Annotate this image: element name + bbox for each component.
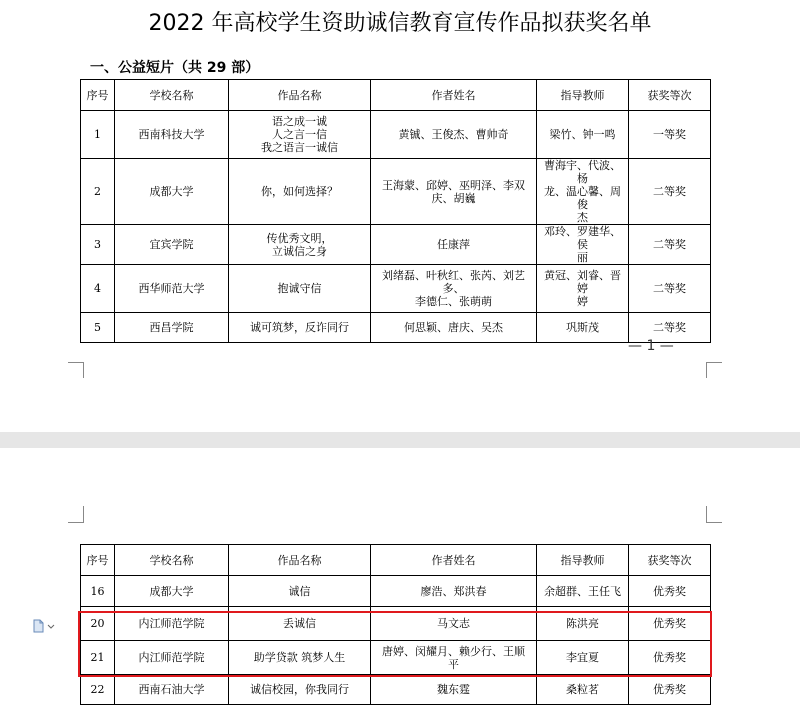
award-level: 一等奖 — [629, 111, 711, 159]
award-level: 优秀奖 — [629, 641, 711, 675]
school-name: 西南科技大学 — [115, 111, 229, 159]
advisor-names — [537, 111, 629, 159]
advisor-names — [537, 576, 629, 607]
author-names — [371, 159, 537, 225]
section-title: 一、公益短片（共 29 部） — [90, 60, 260, 76]
advisor-names — [537, 265, 629, 313]
author-names-line: 马文志 — [437, 617, 470, 630]
advisor-names-line: 杰 — [577, 211, 588, 224]
work-title-line: 诚信校园，你我同行 — [250, 683, 349, 696]
advisor-names — [537, 225, 629, 265]
crop-mark — [83, 506, 84, 522]
advisor-names-line: 余超群、王任飞 — [544, 584, 621, 598]
header-work: 作品名称 — [229, 80, 371, 111]
work-title-line: 诚可筑梦，反诈同行 — [250, 321, 349, 334]
author-names-line: 廖浩、郑洪春 — [420, 584, 487, 598]
work-title — [229, 111, 371, 159]
author-names — [371, 225, 537, 265]
table-row — [81, 576, 711, 607]
advisor-names-line: 龙、温心馨、周俊 — [544, 185, 621, 211]
advisor-names-line: 黄冠、刘睿、晋婷 — [544, 269, 621, 295]
header-work: 作品名称 — [229, 545, 371, 576]
crop-mark — [706, 362, 707, 378]
author-names — [371, 265, 537, 313]
author-names-line: 唐婷、闵耀月、赖少行、王顺 — [382, 644, 525, 658]
advisor-names-line: 李宜夏 — [566, 651, 599, 664]
author-names — [371, 313, 537, 343]
author-names-line: 魏东霆 — [437, 683, 470, 696]
advisor-names-line: 邓玲、罗建华、侯 — [544, 225, 621, 251]
work-title — [229, 159, 371, 225]
work-title-line: 我之语言一诚信 — [261, 141, 338, 154]
work-title — [229, 576, 371, 607]
author-names-line: 李德仁、张萌萌 — [415, 295, 492, 308]
school-name: 西昌学院 — [115, 313, 229, 343]
header-authors: 作者姓名 — [371, 545, 537, 576]
row-number: 1 — [81, 111, 115, 159]
award-level: 二等奖 — [629, 225, 711, 265]
work-title — [229, 313, 371, 343]
work-title-line: 语之成一诚 — [272, 115, 327, 128]
advisor-names-line: 桑粒茗 — [566, 683, 599, 696]
header-advisor: 指导教师 — [537, 545, 629, 576]
advisor-names — [537, 313, 629, 343]
awards-table-page-1 — [80, 79, 711, 343]
author-names — [371, 641, 537, 675]
award-level: 优秀奖 — [629, 576, 711, 607]
author-names-line: 多、 — [442, 282, 465, 295]
header-award: 获奖等次 — [629, 545, 711, 576]
author-names-line: 任康萍 — [437, 238, 470, 251]
work-title — [229, 265, 371, 313]
school-name: 西华师范大学 — [115, 265, 229, 313]
crop-mark — [83, 362, 84, 378]
advisor-names — [537, 607, 629, 641]
work-title — [229, 607, 371, 641]
work-title-line: 人之言一信 — [272, 128, 327, 141]
author-names — [371, 607, 537, 641]
advisor-names-line: 婷 — [577, 295, 588, 308]
header-no: 序号 — [81, 80, 115, 111]
table-row — [81, 313, 711, 343]
school-name: 内江师范学院 — [115, 607, 229, 641]
work-title — [229, 225, 371, 265]
author-names-line: 王海蒙、邱婷、巫明泽、李双 — [382, 178, 525, 192]
header-advisor: 指导教师 — [537, 80, 629, 111]
table-row — [81, 111, 711, 159]
row-number: 21 — [81, 641, 115, 675]
work-title-line: 诚信 — [288, 584, 311, 598]
table-row — [81, 159, 711, 225]
author-names-line: 黄铖、王俊杰、曹帅奇 — [398, 128, 509, 141]
header-no: 序号 — [81, 545, 115, 576]
row-number: 5 — [81, 313, 115, 343]
row-number: 22 — [81, 675, 115, 705]
advisor-names-line: 曹海宇、代波、杨 — [544, 159, 621, 185]
table-body — [81, 111, 711, 343]
school-name: 西南石油大学 — [115, 675, 229, 705]
table-row — [81, 265, 711, 313]
author-names-line: 何思颖、唐庆、吴杰 — [404, 321, 503, 334]
school-name: 成都大学 — [115, 576, 229, 607]
table-row — [81, 607, 711, 641]
advisor-names — [537, 159, 629, 225]
header-school: 学校名称 — [115, 80, 229, 111]
school-name: 宜宾学院 — [115, 225, 229, 265]
advisor-names-line: 巩斯茂 — [566, 321, 599, 334]
award-level: 优秀奖 — [629, 675, 711, 705]
author-names-line: 庆、胡巍 — [431, 191, 476, 205]
author-names-line: 刘绪磊、叶秋红、张芮、刘艺 — [382, 269, 525, 282]
work-title-line: 丢诚信 — [283, 617, 316, 630]
advisor-names-line: 丽 — [577, 251, 588, 264]
crop-mark — [706, 506, 707, 522]
work-title — [229, 641, 371, 675]
work-title-line: 你，如何选择？ — [261, 185, 338, 198]
work-title-line: 助学贷款 筑梦人生 — [253, 651, 346, 664]
table-row — [81, 641, 711, 675]
advisor-names — [537, 675, 629, 705]
award-level: 二等奖 — [629, 159, 711, 225]
award-level: 二等奖 — [629, 265, 711, 313]
document-title: 2022 年高校学生资助诚信教育宣传作品拟获奖名单 — [148, 11, 652, 36]
crop-mark — [68, 522, 84, 523]
row-number: 3 — [81, 225, 115, 265]
page-number: — 1 — — [628, 338, 674, 354]
crop-mark — [706, 362, 722, 363]
table-row — [81, 225, 711, 265]
row-number: 20 — [81, 607, 115, 641]
page-separator — [0, 432, 800, 448]
row-number: 16 — [81, 576, 115, 607]
school-name: 成都大学 — [115, 159, 229, 225]
author-names — [371, 675, 537, 705]
table-row — [81, 675, 711, 705]
award-level: 优秀奖 — [629, 607, 711, 641]
header-award: 获奖等次 — [629, 80, 711, 111]
work-title-line: 传优秀文明， — [266, 231, 333, 245]
header-authors: 作者姓名 — [371, 80, 537, 111]
school-name: 内江师范学院 — [115, 641, 229, 675]
work-title-line: 立诚信之身 — [272, 244, 327, 258]
table-header-row — [81, 80, 711, 111]
awards-table-page-2 — [80, 544, 711, 705]
advisor-names-line: 陈洪亮 — [566, 617, 599, 630]
table-body — [81, 576, 711, 705]
row-number: 2 — [81, 159, 115, 225]
table-header-row — [81, 545, 711, 576]
advisor-names-line: 梁竹、钟一鸣 — [549, 128, 616, 141]
award-level: 二等奖 — [629, 313, 711, 343]
row-number: 4 — [81, 265, 115, 313]
crop-mark — [68, 362, 84, 363]
header-school: 学校名称 — [115, 545, 229, 576]
work-title — [229, 675, 371, 705]
author-names — [371, 111, 537, 159]
author-names-line: 平 — [448, 657, 459, 671]
document-icon[interactable] — [32, 619, 56, 633]
crop-mark — [706, 522, 722, 523]
author-names — [371, 576, 537, 607]
advisor-names — [537, 641, 629, 675]
work-title-line: 抱诚守信 — [277, 282, 322, 295]
